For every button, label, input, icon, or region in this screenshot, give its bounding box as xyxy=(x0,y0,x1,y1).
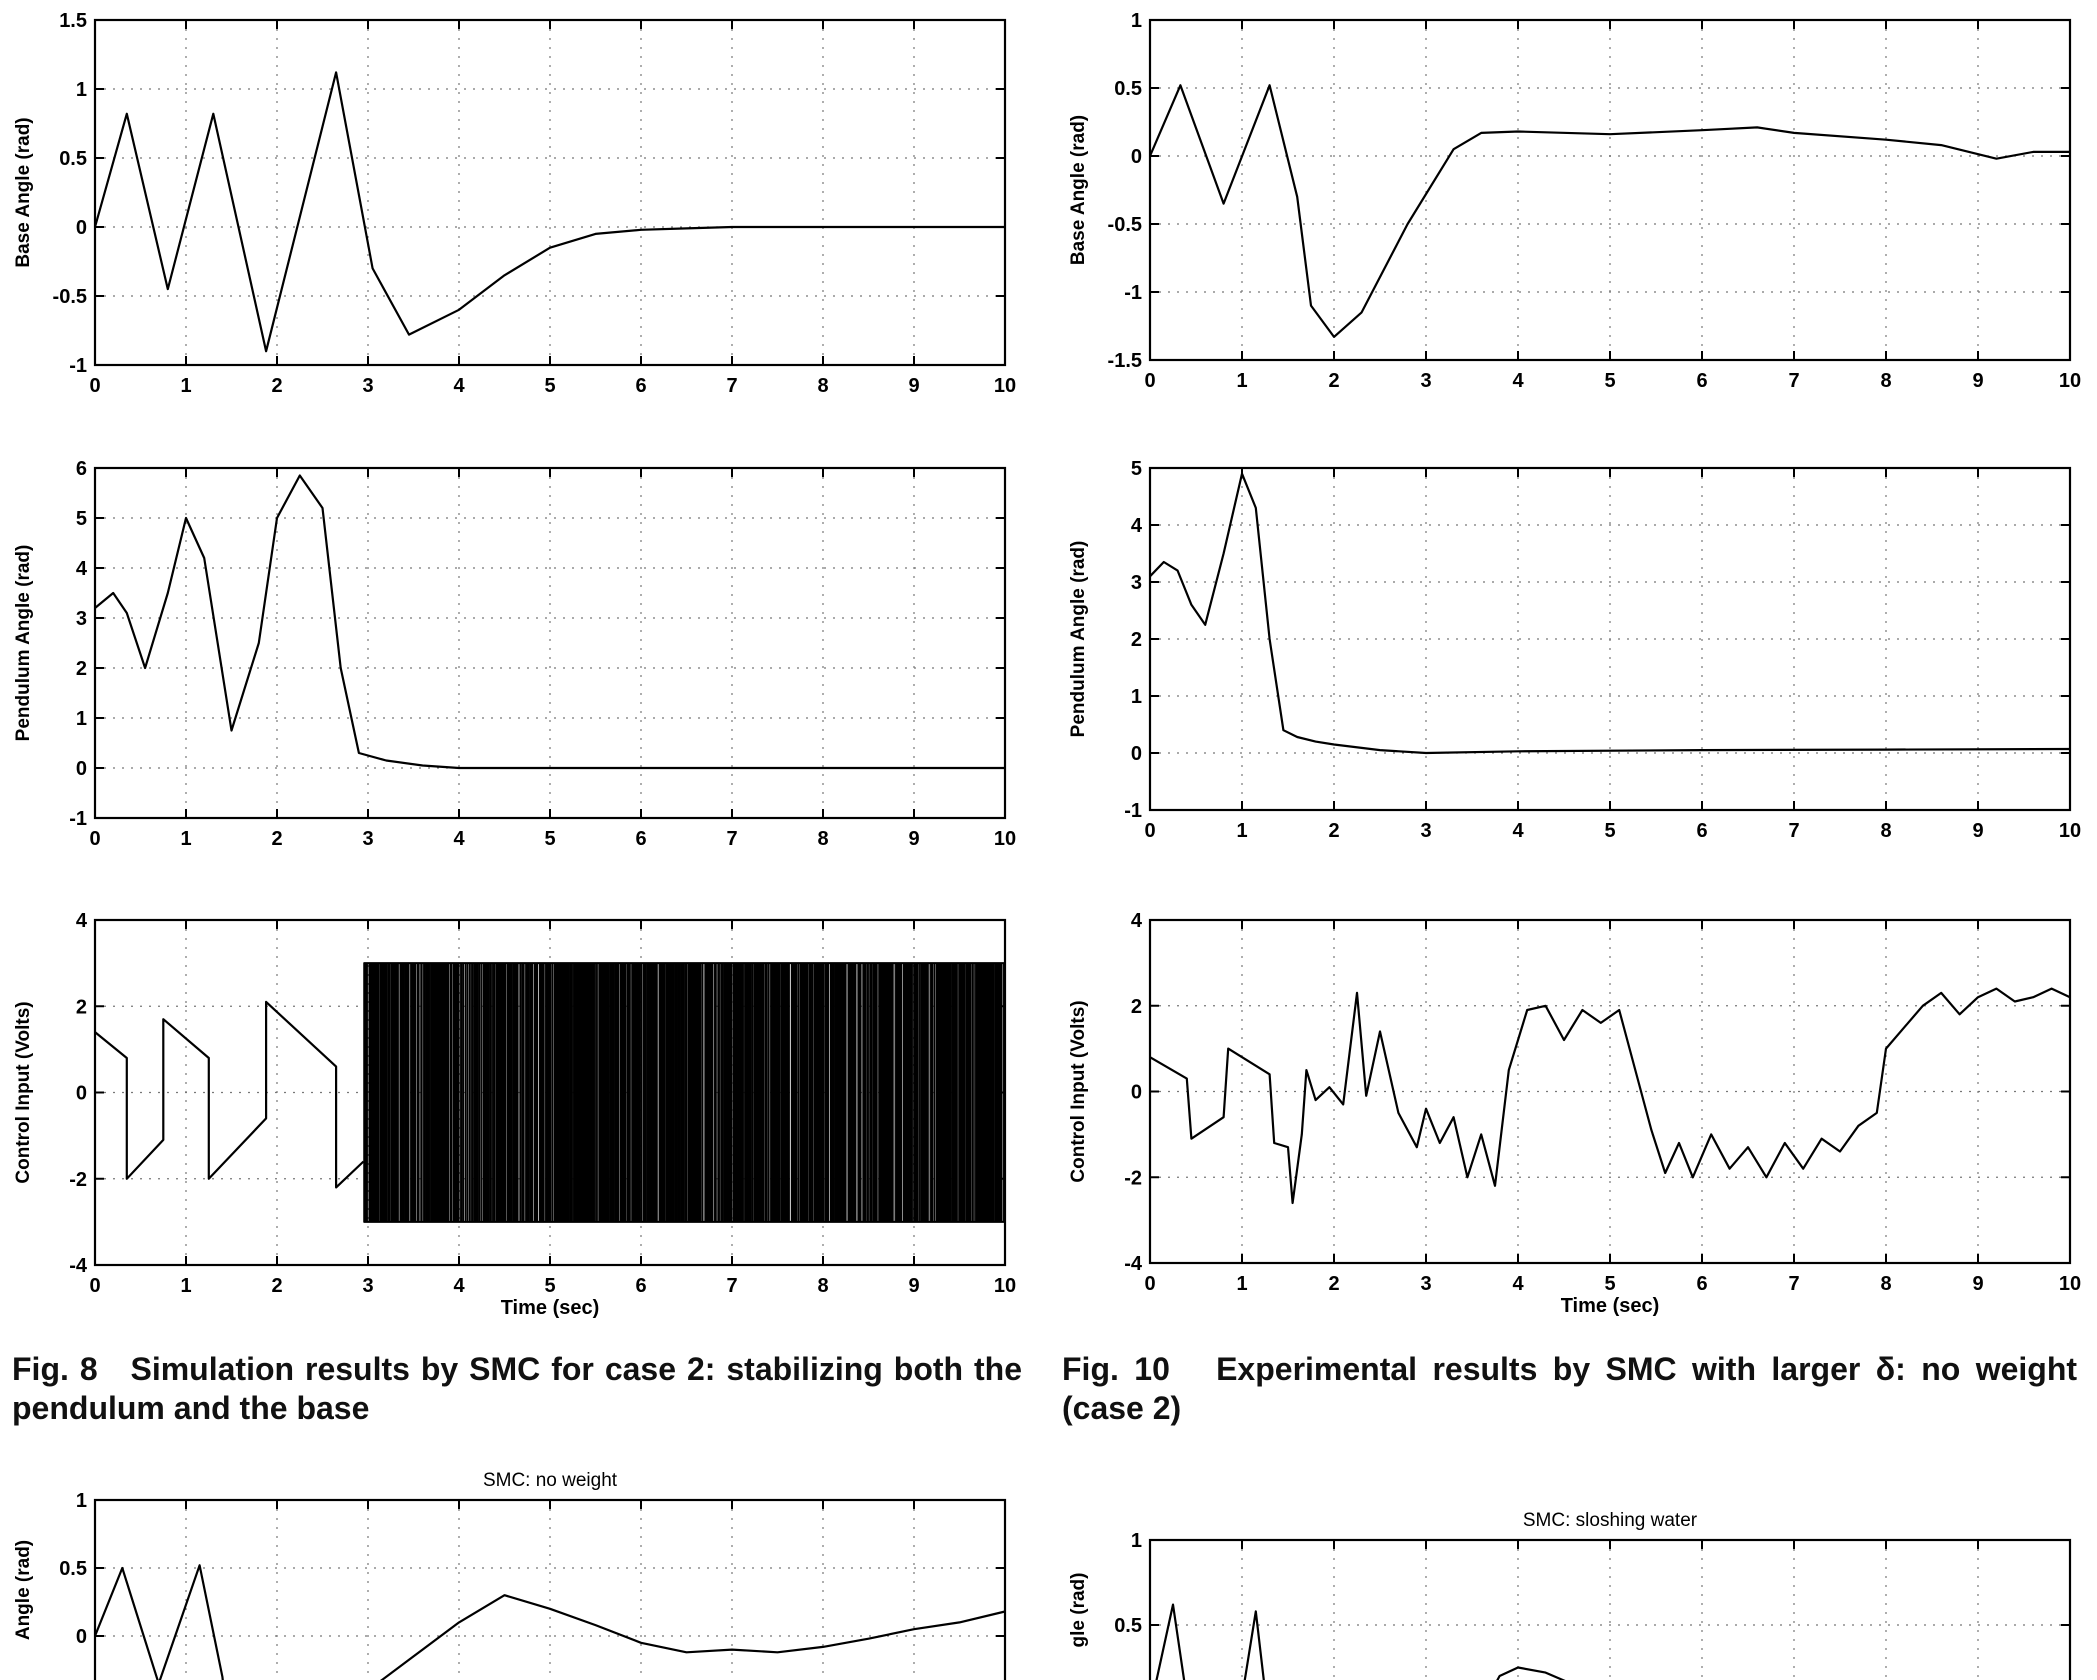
x-tick-label: 9 xyxy=(1972,370,1984,392)
x-tick-label: 3 xyxy=(1420,370,1432,392)
x-tick-label: 2 xyxy=(271,1275,283,1297)
y-tick-label: 5 xyxy=(75,508,87,530)
x-tick-label: 4 xyxy=(453,1275,465,1297)
x-tick-label: 0 xyxy=(1144,1273,1156,1295)
y-tick-label: 4 xyxy=(1130,515,1142,537)
x-tick-label: 8 xyxy=(817,1275,829,1297)
figure-8-text: Simulation results by SMC for case 2: stabilizing both the pendulum and the base xyxy=(12,1351,1023,1426)
figure-8-label: Fig. 8 xyxy=(12,1351,98,1387)
y-tick-label: 4 xyxy=(75,910,87,932)
chart-title: SMC: sloshing water xyxy=(1522,1510,1698,1531)
x-tick-label: 4 xyxy=(453,375,465,397)
y-axis-label: Control Input (Volts) xyxy=(13,1001,34,1184)
x-tick-label: 4 xyxy=(453,828,465,850)
y-tick-label: -0.5 xyxy=(1107,214,1142,236)
x-tick-label: 0 xyxy=(89,375,101,397)
y-tick-label: 1 xyxy=(75,79,87,101)
x-tick-label: 6 xyxy=(1696,820,1708,842)
y-tick-label: 0.5 xyxy=(59,148,87,170)
x-tick-label: 5 xyxy=(544,375,556,397)
x-tick-label: 9 xyxy=(908,375,920,397)
chart-title: SMC: no weight xyxy=(482,1470,618,1491)
x-tick-label: 8 xyxy=(817,828,829,850)
x-tick-label: 9 xyxy=(1972,820,1984,842)
y-axis-label: Pendulum Angle (rad) xyxy=(1068,540,1089,738)
x-tick-label: 1 xyxy=(1236,370,1248,392)
y-axis-label: Angle (rad) xyxy=(13,1539,34,1641)
x-tick-label: 7 xyxy=(726,1275,738,1297)
y-tick-label: 3 xyxy=(75,608,87,630)
x-tick-label: 2 xyxy=(1328,820,1340,842)
x-tick-label: 3 xyxy=(362,828,374,850)
y-tick-label: 1 xyxy=(75,1490,87,1512)
y-tick-label: 0 xyxy=(1130,743,1142,765)
x-tick-label: 1 xyxy=(180,375,192,397)
x-tick-label: 7 xyxy=(726,375,738,397)
chart-sim-pendulum xyxy=(13,458,1016,850)
chart-sim-base xyxy=(13,10,1016,397)
y-tick-label: 0 xyxy=(75,1626,87,1648)
x-tick-label: 10 xyxy=(2058,820,2082,842)
x-tick-label: 10 xyxy=(993,1275,1017,1297)
x-tick-label: 3 xyxy=(1420,820,1432,842)
series-line xyxy=(1150,1605,2070,1680)
y-tick-label: 2 xyxy=(75,996,87,1019)
chart-smc-no-weight-bottom xyxy=(13,1470,1005,1680)
x-tick-label: 4 xyxy=(1512,820,1524,842)
y-axis-label: Base Angle (rad) xyxy=(1068,114,1089,266)
x-tick-label: 6 xyxy=(1696,370,1708,392)
y-tick-label: -1.5 xyxy=(1107,350,1142,372)
x-tick-label: 1 xyxy=(1236,820,1248,842)
y-tick-label: 0 xyxy=(75,1082,87,1105)
x-tick-label: 0 xyxy=(1144,820,1156,842)
x-tick-label: 9 xyxy=(908,828,920,850)
y-tick-label: 0.5 xyxy=(1114,78,1142,100)
y-tick-label: 1.5 xyxy=(59,10,87,32)
y-tick-label: 2 xyxy=(1130,629,1142,651)
x-tick-label: 5 xyxy=(1604,370,1616,392)
y-tick-label: 2 xyxy=(1130,995,1142,1018)
y-tick-label: 0 xyxy=(75,758,87,780)
y-axis-label: Control Input (Volts) xyxy=(1068,1000,1089,1183)
x-tick-label: 0 xyxy=(89,1275,101,1297)
x-tick-label: 5 xyxy=(544,828,556,850)
x-tick-label: 7 xyxy=(726,828,738,850)
x-tick-label: 10 xyxy=(2058,370,2082,392)
y-tick-label: 1 xyxy=(75,708,87,730)
x-tick-label: 0 xyxy=(1144,370,1156,392)
x-tick-label: 2 xyxy=(271,375,283,397)
y-tick-label: 0 xyxy=(75,217,87,239)
x-tick-label: 7 xyxy=(1788,820,1800,842)
x-tick-label: 3 xyxy=(362,1275,374,1297)
y-axis-label: gle (rad) xyxy=(1068,1572,1089,1648)
x-tick-label: 5 xyxy=(1604,1273,1616,1295)
x-tick-label: 2 xyxy=(1328,370,1340,392)
y-tick-label: 3 xyxy=(1130,572,1142,594)
figure-10-label: Fig. 10 xyxy=(1062,1351,1170,1387)
x-axis-label: Time (sec) xyxy=(1560,1295,1660,1317)
y-tick-label: 2 xyxy=(75,658,87,680)
x-tick-label: 6 xyxy=(1696,1273,1708,1295)
figure-8-caption xyxy=(12,1350,1022,1428)
x-tick-label: 6 xyxy=(635,1275,647,1297)
chart-smc-sloshing-water xyxy=(1068,1510,2070,1680)
y-tick-label: -1 xyxy=(69,808,87,830)
y-tick-label: -4 xyxy=(69,1255,87,1277)
x-tick-label: 4 xyxy=(1512,1273,1524,1295)
x-tick-label: 2 xyxy=(1328,1273,1340,1295)
y-tick-label: -1 xyxy=(69,355,87,377)
x-tick-label: 2 xyxy=(271,828,283,850)
x-tick-label: 8 xyxy=(1880,820,1892,842)
x-tick-label: 7 xyxy=(1788,370,1800,392)
x-tick-label: 7 xyxy=(1788,1273,1800,1295)
y-tick-label: -0.5 xyxy=(52,286,87,308)
figure-10-caption xyxy=(1062,1350,2077,1428)
x-tick-label: 8 xyxy=(1880,370,1892,392)
chart-sim-control xyxy=(13,910,1016,1319)
y-tick-label: 0.5 xyxy=(59,1558,87,1580)
x-tick-label: 10 xyxy=(2058,1273,2082,1295)
x-tick-label: 9 xyxy=(908,1275,920,1297)
y-tick-label: 0.5 xyxy=(1114,1615,1142,1637)
x-tick-label: 8 xyxy=(817,375,829,397)
y-tick-label: -1 xyxy=(1124,800,1142,822)
x-axis-label: Time (sec) xyxy=(500,1297,600,1319)
x-tick-label: 1 xyxy=(180,1275,192,1297)
x-tick-label: 1 xyxy=(180,828,192,850)
x-tick-label: 3 xyxy=(1420,1273,1432,1295)
chart-exp-control xyxy=(1068,910,2081,1317)
y-tick-label: 5 xyxy=(1130,458,1142,480)
x-tick-label: 6 xyxy=(635,375,647,397)
y-tick-label: -2 xyxy=(69,1168,87,1191)
x-tick-label: 1 xyxy=(1236,1273,1248,1295)
chattering-region xyxy=(363,963,1005,1222)
y-tick-label: -4 xyxy=(1124,1253,1142,1275)
y-tick-label: 6 xyxy=(75,458,87,480)
y-tick-label: 4 xyxy=(75,558,87,580)
x-tick-label: 6 xyxy=(635,828,647,850)
chart-exp-pendulum xyxy=(1068,458,2081,842)
x-tick-label: 5 xyxy=(1604,820,1616,842)
x-tick-label: 8 xyxy=(1880,1273,1892,1295)
figure-10-text: Experimental results by SMC with larger δ: no weight (case 2) xyxy=(1062,1351,2078,1426)
y-tick-label: 1 xyxy=(1130,1530,1142,1552)
y-tick-label: -1 xyxy=(1124,282,1142,304)
x-tick-label: 0 xyxy=(89,828,101,850)
x-tick-label: 4 xyxy=(1512,370,1524,392)
x-tick-label: 9 xyxy=(1972,1273,1984,1295)
y-tick-label: 1 xyxy=(1130,686,1142,708)
y-axis-label: Base Angle (rad) xyxy=(13,117,34,268)
y-tick-label: 0 xyxy=(1130,1081,1142,1104)
y-tick-label: 1 xyxy=(1130,10,1142,32)
y-tick-label: 0 xyxy=(1130,146,1142,168)
y-tick-label: 4 xyxy=(1130,910,1142,932)
x-tick-label: 5 xyxy=(544,1275,556,1297)
y-axis-label: Pendulum Angle (rad) xyxy=(13,544,34,742)
x-tick-label: 3 xyxy=(362,375,374,397)
series-line xyxy=(95,1002,364,1188)
chart-exp-base xyxy=(1068,10,2081,392)
y-tick-label: -2 xyxy=(1124,1167,1142,1190)
x-tick-label: 10 xyxy=(993,828,1017,850)
x-tick-label: 10 xyxy=(993,375,1017,397)
